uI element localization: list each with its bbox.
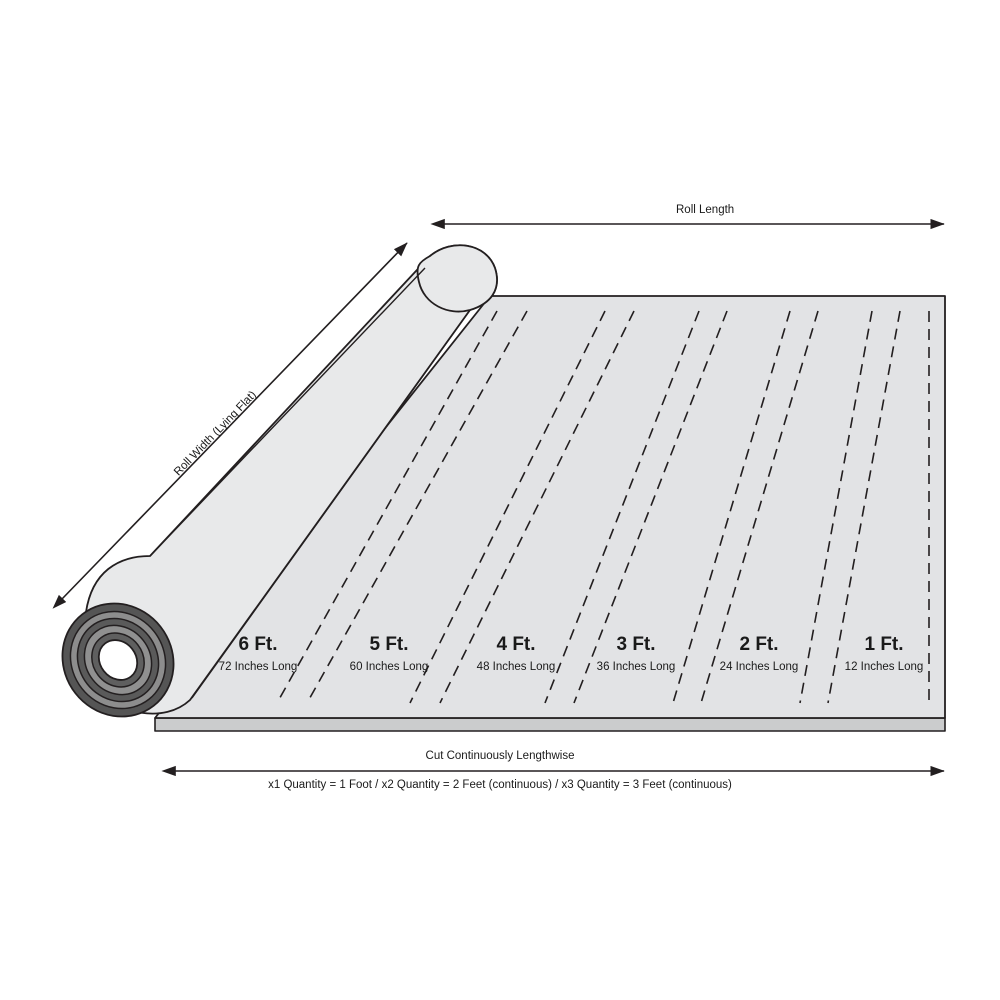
segment-feet-label-6: 6 Ft. (238, 634, 278, 655)
segment-inches-label-3: 36 Inches Long (596, 661, 676, 673)
segment-feet-label-4: 4 Ft. (496, 634, 536, 655)
segment-inches-label-2: 24 Inches Long (719, 661, 799, 673)
cut-lengthwise-caption: Cut Continuously Lengthwise (425, 750, 575, 762)
segment-feet-label-2: 2 Ft. (739, 634, 779, 655)
segment-inches-label-6: 72 Inches Long (218, 661, 298, 673)
segment-inches-label-1: 12 Inches Long (844, 661, 924, 673)
roll-width-label: Roll Width (Lying Flat) (172, 388, 259, 479)
quantity-note: x1 Quantity = 1 Foot / x2 Quantity = 2 Feet (continuous) / x3 Quantity = 3 Feet (continuous) (268, 779, 732, 791)
roll-length-label: Roll Length (676, 204, 735, 216)
segment-feet-label-1: 1 Ft. (864, 634, 904, 655)
segment-inches-label-4: 48 Inches Long (476, 661, 556, 673)
segment-feet-label-3: 3 Ft. (616, 634, 656, 655)
segment-feet-label-5: 5 Ft. (369, 634, 409, 655)
segment-inches-label-5: 60 Inches Long (349, 661, 429, 673)
